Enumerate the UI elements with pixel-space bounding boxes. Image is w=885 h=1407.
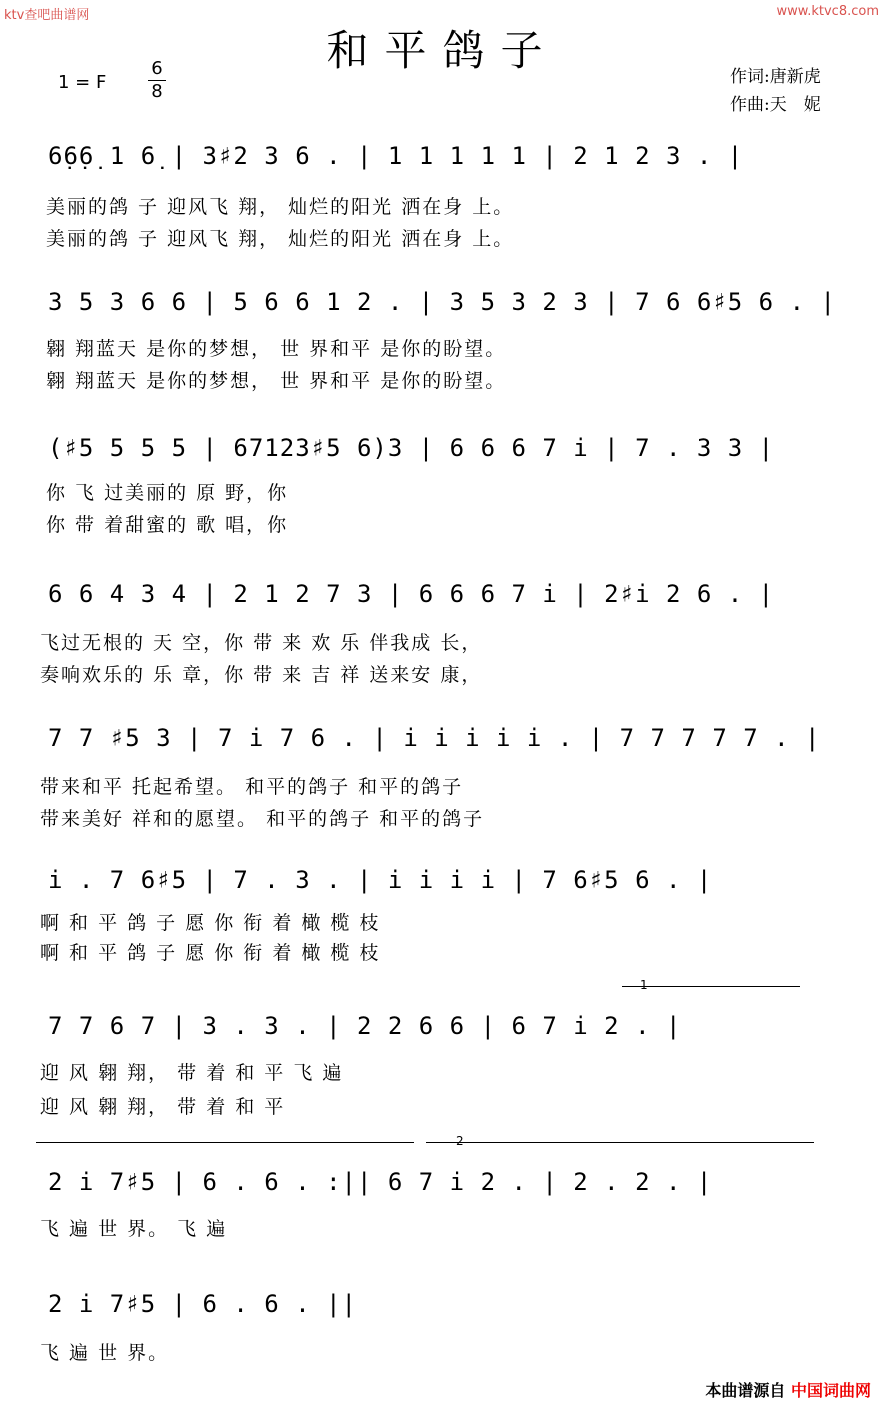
notation-row-8: 2 i 7♯5 | 6 . 6 . :|| 6 7 i 2 . | 2 . 2 . | [48, 1168, 713, 1196]
volta-bracket-1 [622, 986, 800, 987]
volta-bracket-1-end [36, 1142, 414, 1143]
notation-row-7: 7 7 6 7 | 3 . 3 . | 2 2 6 6 | 6 7 i 2 . | [48, 1012, 682, 1040]
watermark-right: www.ktvc8.com [776, 4, 879, 19]
footer-prefix: 本曲谱源自 [705, 1381, 786, 1400]
source-footer [705, 1378, 871, 1401]
lyric-row-5a: 带来和平 托起希望。 和平的鸽子 和平的鸽子 [40, 776, 464, 798]
composer-credit: 作曲:天 妮 [730, 95, 821, 115]
meter-numerator: 6 [151, 58, 163, 79]
volta-label-2: 2 [456, 1134, 464, 1148]
lyric-row-2a: 翱 翔蓝天 是你的梦想， 世 界和平 是你的盼望。 [46, 338, 507, 360]
footer-site[interactable]: 中国词曲网 [790, 1381, 871, 1400]
volta-bracket-2 [426, 1142, 814, 1143]
key-signature: 1 = F [58, 72, 107, 93]
notation-row-2: 3 5 3 6 6 | 5 6 6 1 2 . | 3 5 3 2 3 | 7 6 6♯5 6 . | [48, 288, 836, 316]
lyric-row-7b: 迎 风 翱 翔， 带 着 和 平 [40, 1096, 286, 1118]
lyric-row-1b: 美丽的鸽 子 迎风飞 翔， 灿烂的阳光 洒在身 上。 [46, 228, 515, 250]
lyric-row-9: 飞 遍 世 界。 [40, 1342, 170, 1364]
lyric-row-5b: 带来美好 祥和的愿望。 和平的鸽子 和平的鸽子 [40, 808, 485, 830]
notation-row-9: 2 i 7♯5 | 6 . 6 . || [48, 1290, 357, 1318]
lyric-row-8: 飞 遍 世 界。 飞 遍 [40, 1218, 228, 1240]
notation-row-3: (♯5 5 5 5 | 67123♯5 6)3 | 6 6 6 7 i | 7 . 3 3 | [48, 434, 775, 462]
lyric-row-2b: 翱 翔蓝天 是你的梦想， 世 界和平 是你的盼望。 [46, 370, 507, 392]
notation-row-5: 7 7 ♯5 3 | 7 i 7 6 . | i i i i i . | 7 7 7 7 7 . | [48, 724, 821, 752]
lyric-row-4a: 飞过无根的 天 空，你 带 来 欢 乐 伴我成 长， [40, 632, 483, 654]
lyric-row-1a: 美丽的鸽 子 迎风飞 翔， 灿烂的阳光 洒在身 上。 [46, 196, 515, 218]
meter-denominator: 8 [151, 81, 163, 102]
lyric-row-3a: 你 飞 过美丽的 原 野，你 [46, 482, 289, 504]
lyric-row-7a: 迎 风 翱 翔， 带 着 和 平 飞 遍 [40, 1062, 344, 1084]
notation-row-6: i . 7 6♯5 | 7 . 3 . | i i i i | 7 6♯5 6 . | [48, 866, 713, 894]
lyric-row-6b: 啊 和 平 鸽 子 愿 你 衔 着 橄 榄 枝 [40, 942, 381, 964]
lyric-row-3b: 你 带 着甜蜜的 歌 唱，你 [46, 514, 289, 536]
lyric-row-4b: 奏响欢乐的 乐 章，你 带 来 吉 祥 送来安 康， [40, 664, 483, 686]
time-signature [148, 58, 166, 103]
notation-row-1: 6̣6̣6̣ 1 6̣ | 3♯2 3 6 . | 1 1 1 1 1 | 2 1 2 3 . | [48, 142, 744, 170]
volta-label-1: 1 [640, 978, 648, 992]
lyricist-credit: 作词:唐新虎 [730, 67, 821, 87]
notation-row-4: 6 6 4 3 4 | 2 1 2 7 3 | 6 6 6 7 i | 2♯i 2 6 . | [48, 580, 775, 608]
watermark-left: ktv查吧曲谱网 [4, 8, 90, 23]
song-title: 和平鸽子 [326, 26, 559, 75]
lyric-row-6a: 啊 和 平 鸽 子 愿 你 衔 着 橄 榄 枝 [40, 912, 381, 934]
